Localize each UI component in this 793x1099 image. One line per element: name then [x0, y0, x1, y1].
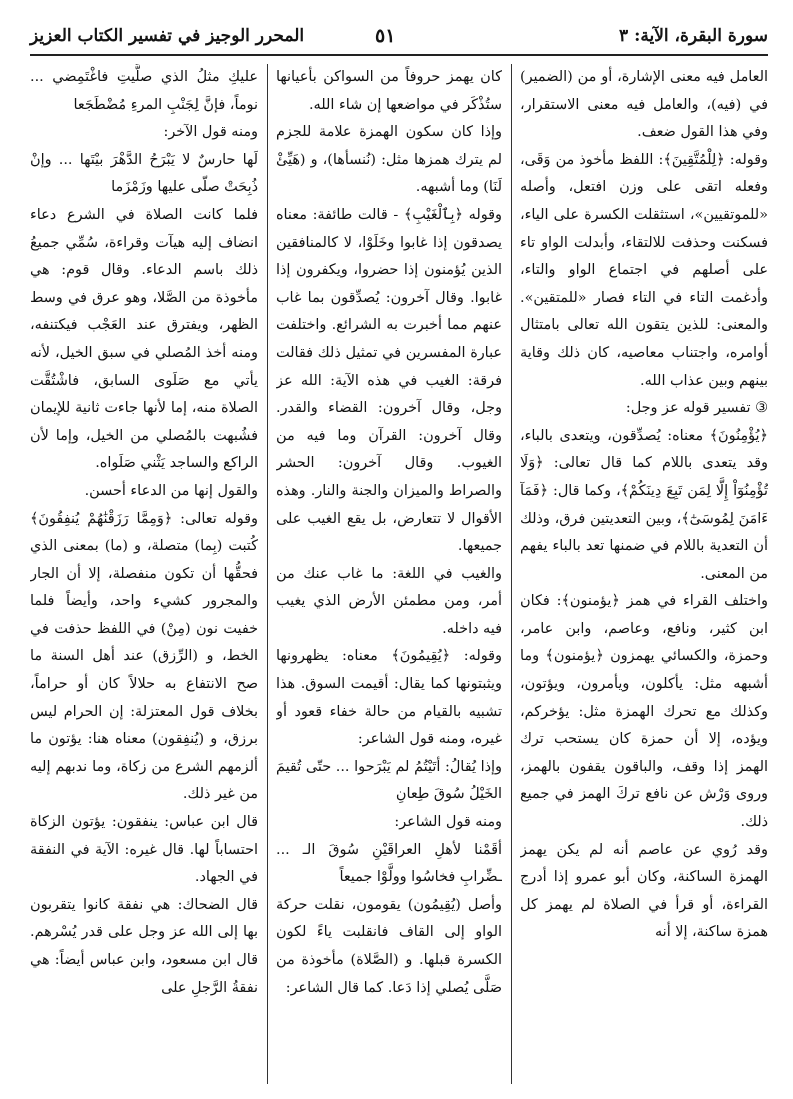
paragraph: واختلف القراء في همز ﴿يؤمنون﴾: فكان ابن كثير، ونافع، وعاصم، وابن عامر، وحمزة، والكسائي يهمزون ﴿يؤمنون﴾ وما أشبهه مثل: يأكلون، ويأمرون، ويؤتون، وكذلك مع تحرك الهمزة مثل: يؤخركم، ويؤده، إلا أن حمزة كان يستحب ترك الهمز إذا وقف، والباقون يقفون بالهمز، وروى وَرْش عن نافع تركَ الهمز في جميع ذلك.: [520, 593, 768, 831]
paragraph: وإذا كان سكون الهمزة علامة للجزم لم يترك همزها مثل: (نُنسأها)، و (هَيِّئْ لَنَا) وما أشبهه.: [276, 124, 502, 196]
paragraph: وأصل (يُقِيمُون) يقومون، نقلت حركة الواو إلى القاف فانقلبت ياءً لكون الكسرة قبلها. و (الصَّلاة) مأخوذة من صَلَّى يُصلي إذا دَعا. كما قال الشاعر:: [276, 896, 502, 996]
column-divider: [267, 64, 268, 1084]
paragraph: وقوله ﴿بِٱلْغَيْبِ﴾ - قالت طائفة: معناه يصدقون إذا غابوا وخَلَوْا، لا كالمنافقين الذين يُؤمنون إذا حضروا، ويكفرون إذا غابوا. وقال آخرون: يُصدِّقون بما غاب عنهم مما أخبرت به الشرائع. واختلفت عبارة المفسرين في تمثيل ذلك فقالت فرقة: الغيب في هذه الآية: الله عز وجل، وقال آخرون: القضاء والقدر. وقال آخرون: القرآن وما فيه من الغيوب. وقال آخرون: الحشر والصراط والميزان والجنة والنار. وهذه الأقوال لا تتعارض، بل يقع الغيب على جميعها.: [276, 206, 502, 555]
text-column-middle: [276, 64, 502, 1084]
paragraph: كان يهمز حروفاً من السواكن بأعيانها ستُذْكَر في مواضعها إن شاء الله.: [276, 69, 502, 113]
paragraph: فلما كانت الصلاة في الشرع دعاء انضاف إليه هيآت وقراءة، سُمِّي جميعُ ذلك باسم الدعاء. وقال قوم: هي مأخوذة من الصَّلا، وهو عرق في وسط الظهر، ويفترق عند العَجْب فيكتنفه، ومنه أخذ المُصلي في سبق الخيل، لأنه يأتي مع صَلَوى السابق، فاشْتُقَّت الصلاة منه، إما لأنها جاءت ثانية للإيمان فشُبهت بالمُصلي من الخيل، وإما لأن الراكع والساجد يَثْني صَلَواه.: [30, 206, 258, 472]
paragraph: قال ابن عباس: ينفقون: يؤتون الزكاة احتساباً لها. قال غيره: الآية في النفقة في الجهاد.: [30, 814, 258, 886]
section-heading: ③ تفسير قوله عز وجل:: [625, 400, 768, 417]
surah-ayah-label: سورة البقرة، الآية: ٣: [619, 26, 768, 46]
poem-verse: عليكِ مثلُ الذي صلَّيتِ فاغْتَمِضي ... نوماً، فإنَّ لِجَنْبِ المرءِ مُضْطَجَعا: [30, 69, 258, 113]
paragraph: والقول إنها من الدعاء أحسن.: [84, 482, 258, 499]
paragraph: ومنه قول الشاعر:: [394, 814, 502, 831]
paragraph: والغيب في اللغة: ما غاب عنك من أمر، ومن مطمئن الأرض الذي يغيب فيه داخله.: [276, 565, 502, 637]
page-number: ٥١: [375, 25, 396, 47]
column-divider: [511, 64, 512, 1084]
paragraph: وقوله تعالى: ﴿وَمِمَّا رَزَقْنَٰهُمْ يُنفِقُونَ﴾ كُتبت (بِما) متصلة، و (ما) بمعنى الذي فحقُّها أن تكون منفصلة، إلا أن الجار والمجرور كشيء واحد، وأيضاً فلما خفيت نون (مِنْ) في اللفظ حذفت في الخط، و (الرِّزق) عند أهل السنة ما صح الانتفاع به حلالاً كان أو حراماً، بخلاف قول المعتزلة: إن الحرام ليس برزق، و (يُنفِقون) معناه هنا: يؤتون ما ألزمهم الشرع من زكاة، وما ندبهم إليه من غير ذلك.: [30, 510, 258, 803]
text-column-left: [30, 64, 258, 1084]
text-column-right: [520, 64, 768, 1084]
poem-verse: أقَمْنا لأهلِ العراقَيْنِ سُوقَ الـ ... ـضِّرابِ فخاسُوا وولَّوْا جميعاً: [276, 841, 502, 886]
book-title: المحرر الوجيز في تفسير الكتاب العزيز: [30, 26, 305, 46]
poem-verse: وإذا يُقالُ: أتَيْتُمُ لم يَبْرَحوا ... حتّى تُقيمَ الخَيْلُ سُوقَ طِعانِ: [276, 758, 502, 803]
running-header: [30, 20, 768, 56]
paragraph: قال الضحاك: هي نفقة كانوا يتقربون بها إلى الله عز وجل على قدر يُسْرهم. قال ابن مسعود، وابن عباس أيضاً: هي نفقةُ الرَّجلِ على: [30, 896, 258, 996]
paragraph: وقد رُوي عن عاصم أنه لم يكن يهمز الهمزة الساكنة، وكان أبو عمرو إذا أدرج القراءة، أو قرأ في الصلاة لم يهمز كل همزة ساكنة، إلا أنه: [520, 841, 768, 941]
paragraph: العامل فيه معنى الإشارة، أو من (الضمير) في (فيه)، والعامل فيه معنى الاستقرار، وفي هذا القول ضعف.: [520, 69, 768, 141]
paragraph: ﴿يُؤْمِنُونَ﴾ معناه: يُصدِّقون، ويتعدى بالباء، وقد يتعدى باللام كما قال تعالى: ﴿وَلَا تُؤْمِنُوٓاْ إِلَّا لِمَن تَبِعَ دِينَكُمْ﴾، وكما قال: ﴿فَمَآ ءَامَنَ لِمُوسَىٰٓ﴾، وبين التعديتين فرق، وذلك أن التعدية باللام في ضمنها تعد بالباء يفهم من المعنى.: [520, 427, 768, 582]
poem-verse: لَها حارسٌ لا يَبْرَحُ الدَّهْرَ بيْتَها ... وإنْ ذُبِحَتْ صلّى عليها وزَمْزَما: [30, 151, 258, 196]
paragraph: وقوله: ﴿لِلْمُتَّقِينَ﴾: اللفظ مأخوذ من وَقَى، وفعله اتقى على وزن افتعل، وأصله «للموتقيين»، استثقلت الكسرة على الياء، فسكنت وحذفت للالتقاء، وأبدلت الواو تاء على أصلهم في اجتماع الواو والتاء، وأدغمت التاء في التاء فصار «للمتقين». والمعنى: للذين يتقون الله تعالى بامتثال أوامره، واجتناب معاصيه، كان ذلك وقاية بينهم وبين عذاب الله.: [520, 151, 768, 389]
paragraph: ومنه قول الآخر:: [163, 124, 258, 141]
paragraph: وقوله: ﴿يُقِيمُونَ﴾ معناه: يظهرونها ويثبتونها كما يقال: أقيمت السوق. هذا تشبيه بالقيام من حالة خفاء قعود أو غيره، ومنه قول الشاعر:: [276, 648, 502, 748]
